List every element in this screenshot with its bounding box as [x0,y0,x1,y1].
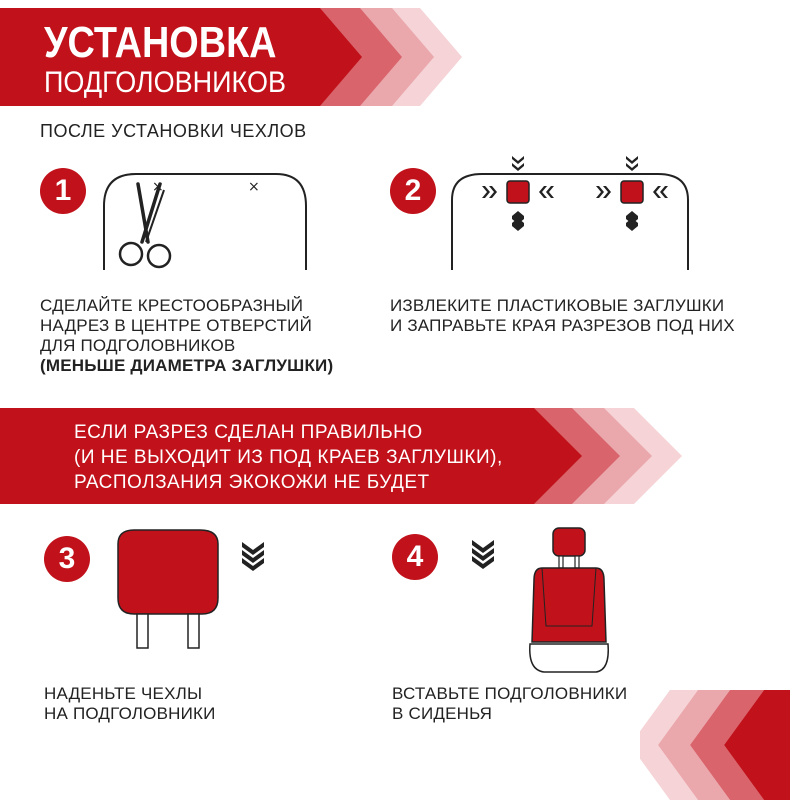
page-title: УСТАНОВКА [44,18,277,67]
notice-line-1: ЕСЛИ РАЗРЕЗ СДЕЛАН ПРАВИЛЬНО [74,422,423,443]
step-4-line-2: В СИДЕНЬЯ [392,704,493,723]
step-1-line-3: ДЛЯ ПОДГОЛОВНИКОВ [40,336,236,355]
step-3-line-2: НА ПОДГОЛОВНИКИ [44,704,216,723]
chevron-down-icon [470,538,500,572]
plug-icon [470,150,710,240]
svg-text:×: × [248,179,260,195]
svg-text:×: × [152,179,164,195]
chevron-down-icon [240,540,270,574]
headrest-icon [110,524,230,654]
step-1-line-1: СДЕЛАЙТЕ КРЕСТООБРАЗНЫЙ [40,296,304,315]
step-1-note: (МЕНЬШЕ ДИАМЕТРА ЗАГЛУШКИ) [40,356,334,375]
scissors-icon [116,180,180,270]
step-1-badge: 1 [40,168,86,214]
step-4-line-1: ВСТАВЬТЕ ПОДГОЛОВНИКИ [392,684,628,703]
seat-icon [524,526,624,676]
notice-text [74,420,503,495]
step-2-badge: 2 [390,168,436,214]
page-subtitle: ПОДГОЛОВНИКОВ [44,66,286,99]
step-1-line-2: НАДРЕЗ В ЦЕНТРЕ ОТВЕРСТИЙ [40,316,312,335]
notice-line-3: РАСПОЛЗАНИЯ ЭКОКОЖИ НЕ БУДЕТ [74,472,430,493]
step-2-text [390,296,735,336]
step-3-badge: 3 [44,536,90,582]
step-2-line-1: ИЗВЛЕКИТЕ ПЛАСТИКОВЫЕ ЗАГЛУШКИ [390,296,725,315]
notice-line-2: (И НЕ ВЫХОДИТ ИЗ ПОД КРАЕВ ЗАГЛУШКИ), [74,447,503,468]
step-4-badge: 4 [392,534,438,580]
decorative-chevrons [640,690,790,800]
step-1-text [40,296,333,376]
step-3-text [44,684,216,724]
step-2-line-2: И ЗАПРАВЬТЕ КРАЯ РАЗРЕЗОВ ПОД НИХ [390,316,735,335]
step-4-text [392,684,627,724]
section-heading: ПОСЛЕ УСТАНОВКИ ЧЕХЛОВ [40,121,307,141]
step-3-line-1: НАДЕНЬТЕ ЧЕХЛЫ [44,684,203,703]
